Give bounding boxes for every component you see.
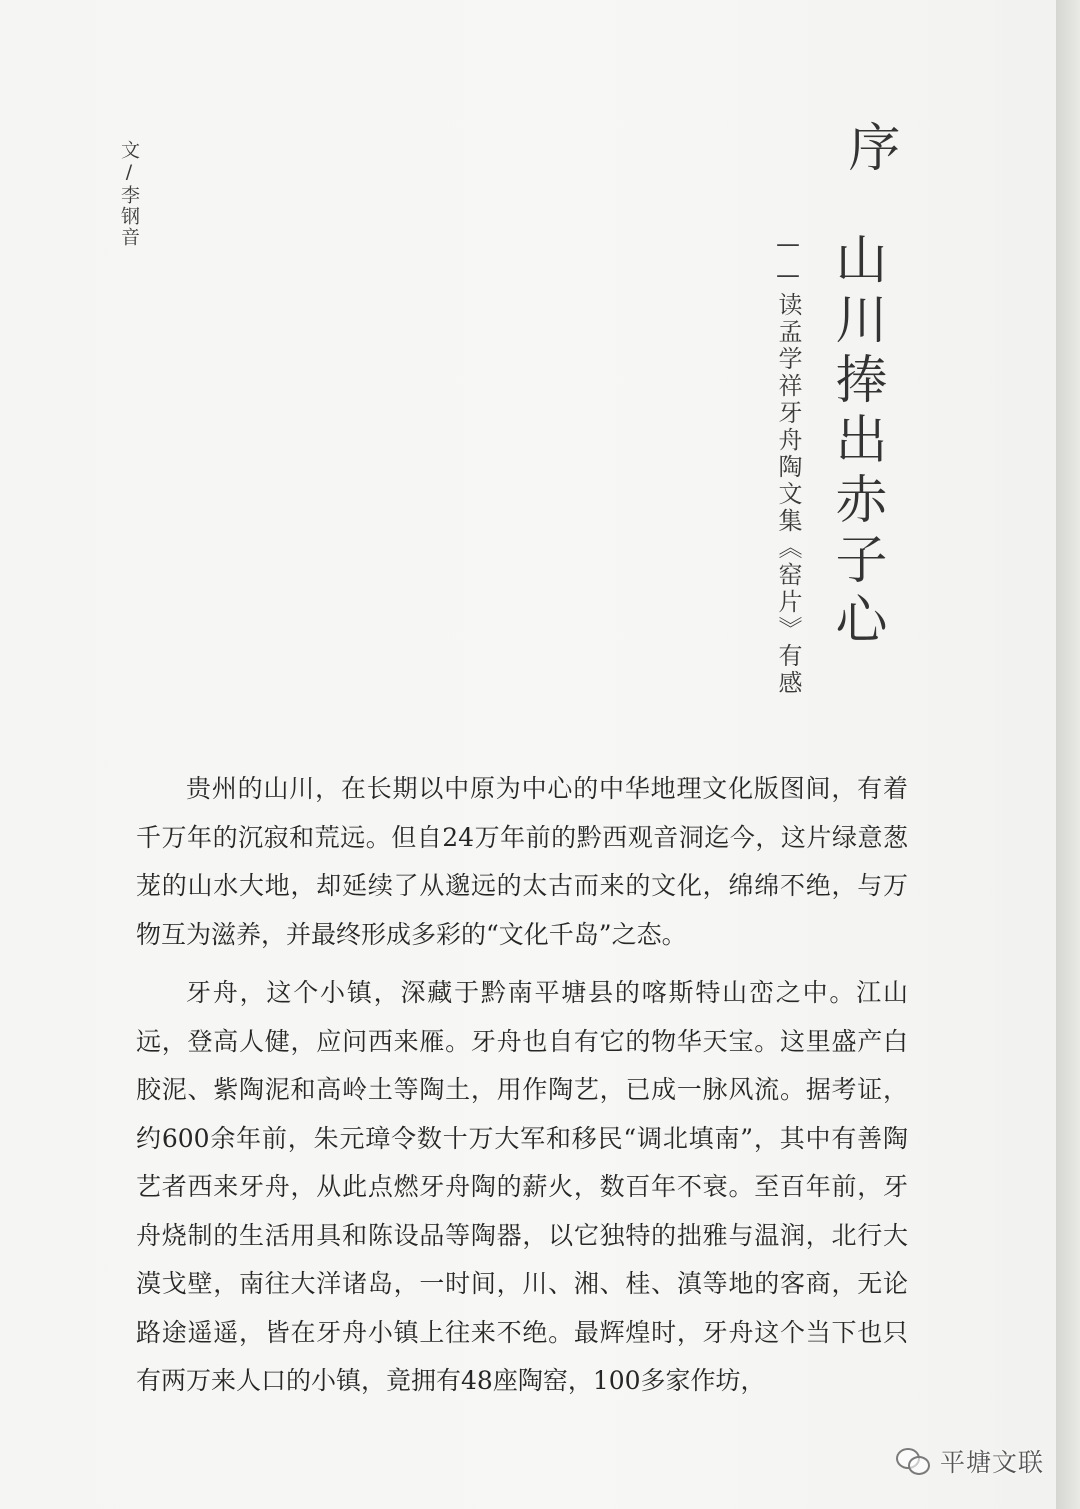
paragraph-1: 贵州的山川，在长期以中原为中心的中华地理文化版图间，有着千万年的沉寂和荒远。但自24万年前的黔西观音洞迄今，这片绿意葱茏的山水大地，却延续了从邈远的太古而来的文化，绵绵不绝，与万物互为滋养，并最终形成多彩的“文化千岛”之态。 bbox=[136, 774, 908, 949]
article-body bbox=[136, 765, 908, 1416]
section-label: 序 bbox=[839, 120, 899, 172]
page-edge bbox=[1056, 0, 1080, 1509]
watermark bbox=[896, 1439, 1044, 1483]
author-credit: 文/李钢音 bbox=[118, 140, 140, 248]
watermark-text: 平塘文联 bbox=[940, 1448, 1045, 1477]
paragraph-2: 牙舟，这个小镇，深藏于黔南平塘县的喀斯特山峦之中。江山远，登高人健，应问西来雁。牙舟也自有它的物华天宝。这里盛产白胶泥、紫陶泥和高岭土等陶土，用作陶艺，已成一脉风流。据考证，约600余年前，朱元璋令数十万大军和移民“调北填南”，其中有善陶艺者西来牙舟，从此点燃牙舟陶的薪火，数百年不衰。至百年前，牙舟烧制的生活用具和陈设品等陶器，以它独特的拙雅与温润，北行大漠戈壁，南往大洋诸岛，一时间，川、湘、桂、滇等地的客商，无论路途遥遥，皆在牙舟小镇上往来不绝。最辉煌时，牙舟这个当下也只有两万来人口的小镇，竟拥有48座陶窑，100多家作坊， bbox=[136, 978, 908, 1395]
wechat-icon bbox=[896, 1446, 932, 1476]
page-subtitle: ——读孟学祥牙舟陶文集《窑片》有感 bbox=[774, 230, 802, 697]
page-title: 山川捧出赤子心 bbox=[826, 232, 886, 652]
